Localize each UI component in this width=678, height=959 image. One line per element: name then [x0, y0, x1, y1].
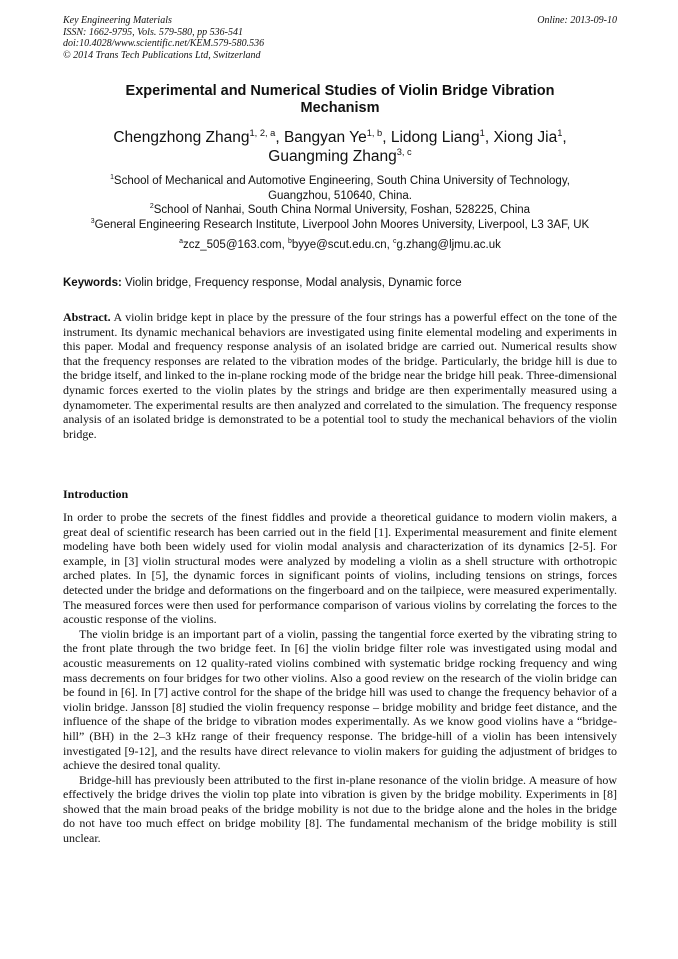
journal-name: Key Engineering Materials	[63, 15, 172, 26]
affiliation-mark: 3	[90, 217, 95, 225]
paper-title: Experimental and Numerical Studies of Violin Bridge Vibration Mechanism	[125, 83, 555, 116]
email-address: byye@scut.edu.cn,	[291, 239, 394, 251]
affiliation-2	[55, 203, 625, 218]
introduction-body	[63, 510, 617, 846]
keywords-text: Violin bridge, Frequency response, Modal analysis, Dynamic force	[121, 277, 462, 289]
author-separator: ,	[382, 129, 391, 146]
author-separator: ,	[484, 129, 494, 146]
author-name: Xiong Jia	[493, 129, 558, 146]
online-date: Online: 2013-09-10	[537, 15, 617, 26]
author-emails	[63, 238, 617, 252]
author-name: Guangming Zhang	[268, 148, 397, 165]
abstract-text: A violin bridge kept in place by the pressure of the four strings has a powerful effect on the tone of the instrument. Its dynamic mechanical behaviors are investigated using finite elemental modeling and experiments in this paper. Modal and frequency response analysis of an isolated bridge are carried out. Numerical results show that the frequency responses are related to the vibration modes of the bridge. Particularly, the bridge hill is due to the bridge itself, and linked to the in-plane rocking mode of the bridge near the bridge hill peak. Three-dimensional dynamic forces exerted to the violin plates by the strings and bridge are then experimentally measured using a dynamometer. The experimental results are then analyzed and correlated to the simulation. The frequency response analysis of an isolated bridge is demonstrated to be a potential tool to study the mechanical behaviors of the violin bridge.	[63, 310, 617, 441]
affiliation-text: General Engineering Research Institute, Liverpool John Moores University, Liverpool, L3 3AF, UK	[94, 218, 590, 231]
author-affiliation-mark: 1	[479, 127, 485, 138]
author-name: Lidong Liang	[390, 129, 480, 146]
affiliation-mark: 1	[110, 174, 114, 182]
email-address: g.zhang@ljmu.ac.uk	[396, 239, 501, 251]
copyright-line: © 2014 Trans Tech Publications Ltd, Switzerland	[63, 49, 261, 61]
paragraph: The violin bridge is an important part of a violin, passing the tangential force exerted by the vibrating string to the front plate through the two bridge feet. In [6] the violin bridge filter role was investigated using modal and acoustic measurements on 12 quality-rated violins combined with systematic bridge rocking frequency and wing mass decrements on four bridges for two other violins. Also a good review on the research of the violin bridge can be found in [6]. In [7] active control for the shape of the bridge hill was used to change the frequency behavior of a violin bridge. Jansson [8] studied the violin frequency response – bridge mobility and bridge feet distance, and the influence of the shape of the bridge to vibration modes experimentally. As we know good violins have a “bridge-hill” (BH) in the 2–3 kHz range of their frequency response. The bridge-hill of a violin has been intensively investigated [9-12], and the results have direct relevance to violin makers for guiding the adjustment of bridges to achieve the desired tonal quality.	[63, 626, 617, 773]
author-affiliation-mark: 3, c	[396, 146, 412, 157]
email-mark: a	[179, 238, 183, 246]
affiliation-1-continued: Guangzhou, 510640, China.	[268, 189, 412, 202]
author-affiliation-mark: 1	[557, 127, 563, 138]
email-address: zcz_505@163.com,	[182, 239, 288, 251]
author-name: Chengzhong Zhang	[113, 129, 250, 146]
affiliation-text: School of Nanhai, South China Normal University, Foshan, 528225, China	[153, 204, 531, 216]
author-list	[70, 128, 610, 166]
paragraph: In order to probe the secrets of the finest fiddles and provide a theoretical guidance to modern violin makers, a great deal of scientific research has been carried out in the field [1]. Experimental measurement and finite element modeling have both been widely used for violin modal analysis and characterization of its dynamics [2-5]. For example, in [3] violin structural modes were analyzed by modeling a violin as a shell structure with orthotropic arched plates. In [5], the dynamic forces in significant points of violins, including tensions on strings, forces detected under the bridge and deformations on the fingerboard and on the tailpiece, were measured experimentally. The measured forces were then used for performance comparison of various violins by correlating the forces to the acoustic response of the violins.	[63, 510, 617, 627]
email-mark: c	[393, 238, 397, 246]
affiliation-mark: 2	[149, 203, 154, 211]
paragraph: Bridge-hill has previously been attributed to the first in-plane resonance of the violin bridge. A measure of how effectively the bridge drives the violin top plate into vibration is given by the bridge mobility. Experiments in [8] showed that the main broad peaks of the bridge mobility is not due to the bridge alone and the holes in the bridge do not have too much effect on bridge mobility [8]. The fundamental mechanism of the bridge mobility is still unclear.	[63, 772, 617, 846]
author-affiliation-mark: 1, 2, a	[249, 127, 276, 138]
affiliation-3	[55, 218, 625, 233]
author-separator: ,	[275, 129, 284, 146]
affiliation-text: School of Mechanical and Automotive Engineering, South China University of Technology,	[113, 175, 570, 187]
author-name: Bangyan Ye	[283, 129, 367, 146]
doi-line: doi:10.4028/www.scientific.net/KEM.579-580.536	[63, 38, 265, 49]
abstract-label: Abstract.	[63, 310, 111, 324]
keywords	[63, 276, 623, 290]
author-affiliation-mark: 1, b	[366, 127, 383, 138]
affiliations	[55, 174, 625, 232]
email-mark: b	[288, 238, 292, 246]
publication-info	[63, 15, 617, 61]
author-separator: ,	[562, 129, 567, 146]
publication-header	[63, 15, 617, 61]
abstract	[63, 310, 617, 441]
issn-line: ISSN: 1662-9795, Vols. 579-580, pp 536-541	[63, 26, 243, 38]
keywords-label: Keywords:	[63, 277, 122, 289]
affiliation-1	[55, 174, 625, 189]
section-heading-introduction: Introduction	[63, 487, 129, 501]
